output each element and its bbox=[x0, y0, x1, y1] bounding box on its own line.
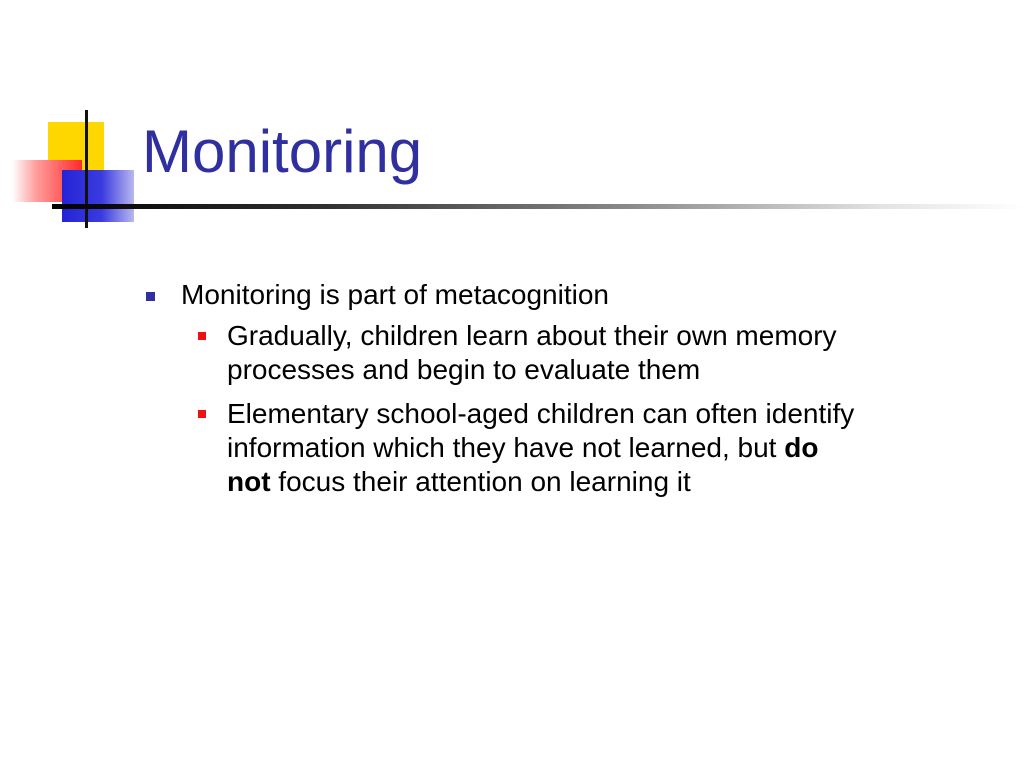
bullet-level1 bbox=[146, 278, 906, 312]
sub-bullet-text-start: Elementary school-aged children can often identify information which they have not learned, but bbox=[227, 398, 855, 463]
sub-bullet-text: Gradually, children learn about their own memory processes and begin to evaluate them bbox=[227, 320, 837, 385]
square-bullet-icon bbox=[146, 292, 155, 301]
sub-bullet-text bbox=[227, 397, 858, 499]
sub-bullet-list bbox=[198, 319, 906, 499]
emphasis-text: do not bbox=[227, 432, 819, 497]
blue-gradient-square bbox=[62, 170, 134, 222]
slide-body bbox=[146, 278, 906, 509]
sub-bullet bbox=[198, 319, 858, 387]
slide-title: Monitoring bbox=[142, 118, 423, 185]
bullet-text: Monitoring is part of metacognition bbox=[181, 279, 609, 310]
square-bullet-icon bbox=[198, 332, 206, 340]
sub-bullet-text-end: focus their attention on learning it bbox=[270, 466, 691, 497]
vertical-rule bbox=[85, 110, 88, 228]
sub-bullet bbox=[198, 397, 858, 499]
title-underline-rule bbox=[52, 204, 1024, 209]
square-bullet-icon bbox=[198, 410, 206, 418]
